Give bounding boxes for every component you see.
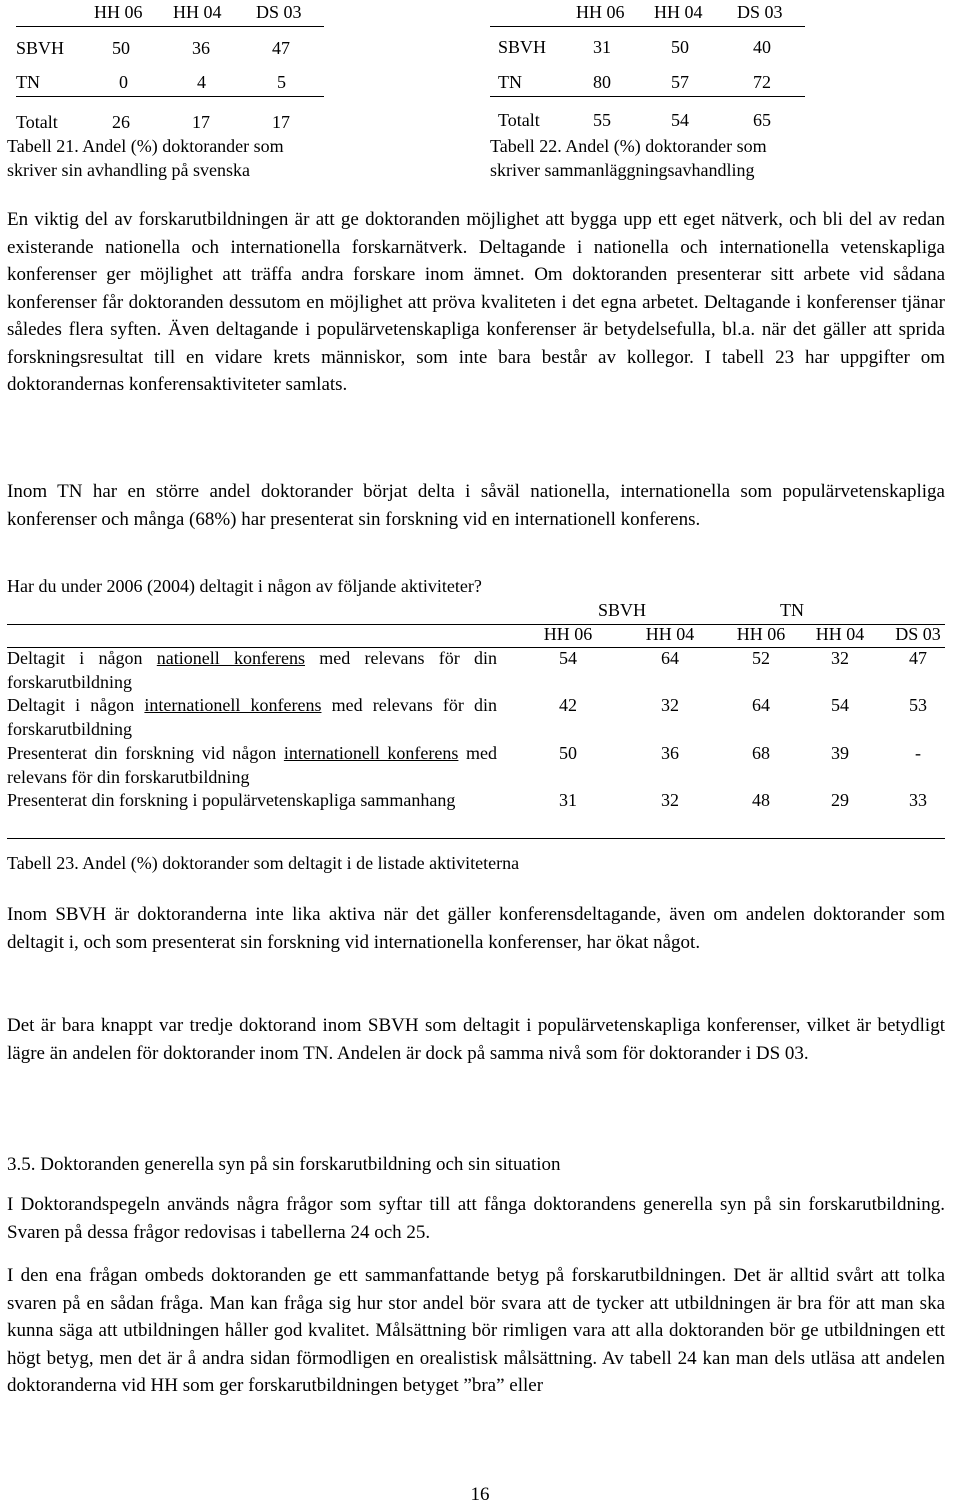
paragraph: En viktig del av forskarutbildningen är att ge doktoranden möjlighet att bygga upp ett eget nätverk, och bli del av redan existerande nationella och internationella forskarnätverk. Deltagande i nationella och internationella vetenskapliga konferenser ger möjlighet att träffa andra forskare inom ämnet. Om doktoranden presenterar sitt arbete vid sådana konferenser får doktoranden dessutom en möjlighet att pröva kvaliteten i det egna arbetet. Deltagande i konferenser tjänar således flera syften. Även deltagande i populärvetenskapliga konferenser är betydelsefulla, bl.a. när det gäller att sprida forskningsresultat till en vidare krets människor, som inte bara består av kollegor. I tabell 23 har uppgifter om doktorandernas konferensaktiviteter samlats.	[7, 209, 945, 395]
table-row: Deltagit i någon internationell konferens med relevans för din forskarutbildning 42 32 64 54 53	[7, 694, 945, 741]
row-label: Deltagit i någon internationell konferens med relevans för din forskarutbildning	[7, 695, 497, 739]
table-total-row: Totalt 26 17 17	[16, 112, 290, 132]
rule	[16, 26, 324, 27]
col-header: HH 04	[654, 2, 703, 22]
table-23	[7, 598, 945, 844]
group-header: SBVH	[597, 600, 646, 620]
table-row: Presenterat din forskning vid någon internationell konferens med relevans för din forskarutbildning 50 36 68 39 -	[7, 742, 945, 789]
col-header: HH 04	[645, 624, 695, 644]
section-heading: 3.5. Doktoranden generella syn på sin forskarutbildning och sin situation	[7, 1154, 561, 1175]
table-22	[490, 0, 805, 132]
table-row: TN 80 57 72	[498, 72, 771, 92]
table-caption: skriver sin avhandling på svenska	[7, 160, 250, 180]
col-header: HH 06	[94, 2, 143, 22]
rule	[7, 838, 945, 839]
col-header: HH 04	[815, 624, 865, 644]
table-row: SBVH 50 36 47	[16, 38, 290, 58]
paragraph: Inom TN har en större andel doktorander börjat delta i såväl nationella, internationella som populärvetenskapliga konferenser och många (68%) har presenterat sin forskning vid en internationell konferens.	[7, 481, 945, 530]
col-header: DS 03	[256, 2, 302, 22]
row-label: Presenterat din forskning i populärvetenskapliga sammanhang	[7, 790, 456, 810]
table-caption: Tabell 22. Andel (%) doktorander som	[490, 136, 767, 156]
col-header: DS 03	[737, 2, 783, 22]
group-header: TN	[780, 600, 804, 620]
table-row: TN 0 4 5	[16, 72, 286, 92]
table-caption: Tabell 23. Andel (%) doktorander som deltagit i de listade aktiviteterna	[7, 853, 520, 873]
col-header: HH 04	[173, 2, 222, 22]
row-label: Deltagit i någon nationell konferens med relevans för din forskarutbildning	[7, 648, 497, 692]
table-caption: skriver sammanläggningsavhandling	[490, 160, 755, 180]
page-number: 16	[470, 1484, 490, 1505]
survey-question: Har du under 2006 (2004) deltagit i någon av följande aktiviteter?	[7, 576, 482, 596]
col-header: HH 06	[576, 2, 625, 22]
col-header: DS 03	[895, 624, 941, 644]
paragraph: I Doktorandspegeln används några frågor som syftar till att fånga doktorandens generella syn på sin forskarutbildning. Svaren på dessa frågor redovisas i tabellerna 24 och 25.	[7, 1194, 945, 1243]
table-row: Presenterat din forskning i populärvetenskapliga sammanhang 31 32 48 29 33	[7, 789, 945, 836]
rule	[490, 26, 805, 27]
table-row: SBVH 31 50 40	[498, 37, 771, 57]
rule	[490, 96, 805, 97]
rule	[16, 96, 324, 97]
paragraph: Det är bara knappt var tredje doktorand inom SBVH som deltagit i populärvetenskapliga konferenser, vilket är betydligt lägre än andelen för doktorander inom TN. Andelen är dock på samma nivå som för doktorander i DS 03.	[7, 1015, 945, 1064]
col-header: HH 06	[543, 624, 593, 644]
table-caption: Tabell 21. Andel (%) doktorander som	[7, 136, 284, 156]
col-header: HH 06	[736, 624, 786, 644]
paragraph: I den ena frågan ombeds doktoranden ge ett sammanfattande betyg på forskarutbildningen. Det är alltid svårt att tolka svaren på en sådan fråga. Man kan fråga sig hur stor andel bör svara att de tycker att utbildningen är bra för att man ska kunna säga att utbildningen håller god kvalitet. Målsättning bör rimligen vara att alla doktoranden bör ge utbildningen ett högt betyg, men det är å andra sidan förmodligen en orealistisk målsättning. Av tabell 24 kan man dels utläsa att andelen doktoranderna vid HH som ger forskarutbildningen betyget ”bra” eller	[7, 1265, 945, 1396]
table-row: Deltagit i någon nationell konferens med relevans för din forskarutbildning 54 64 52 32 47	[7, 647, 945, 694]
row-label: Presenterat din forskning vid någon internationell konferens med relevans för din forskarutbildning	[7, 743, 497, 787]
paragraph: Inom SBVH är doktoranderna inte lika aktiva när det gäller konferensdeltagande, även om andelen doktorander som deltagit i, och som presenterat sin forskning vid internationella konferenser, har ökat något.	[7, 904, 945, 953]
table-total-row: Totalt 55 54 65	[498, 110, 771, 130]
